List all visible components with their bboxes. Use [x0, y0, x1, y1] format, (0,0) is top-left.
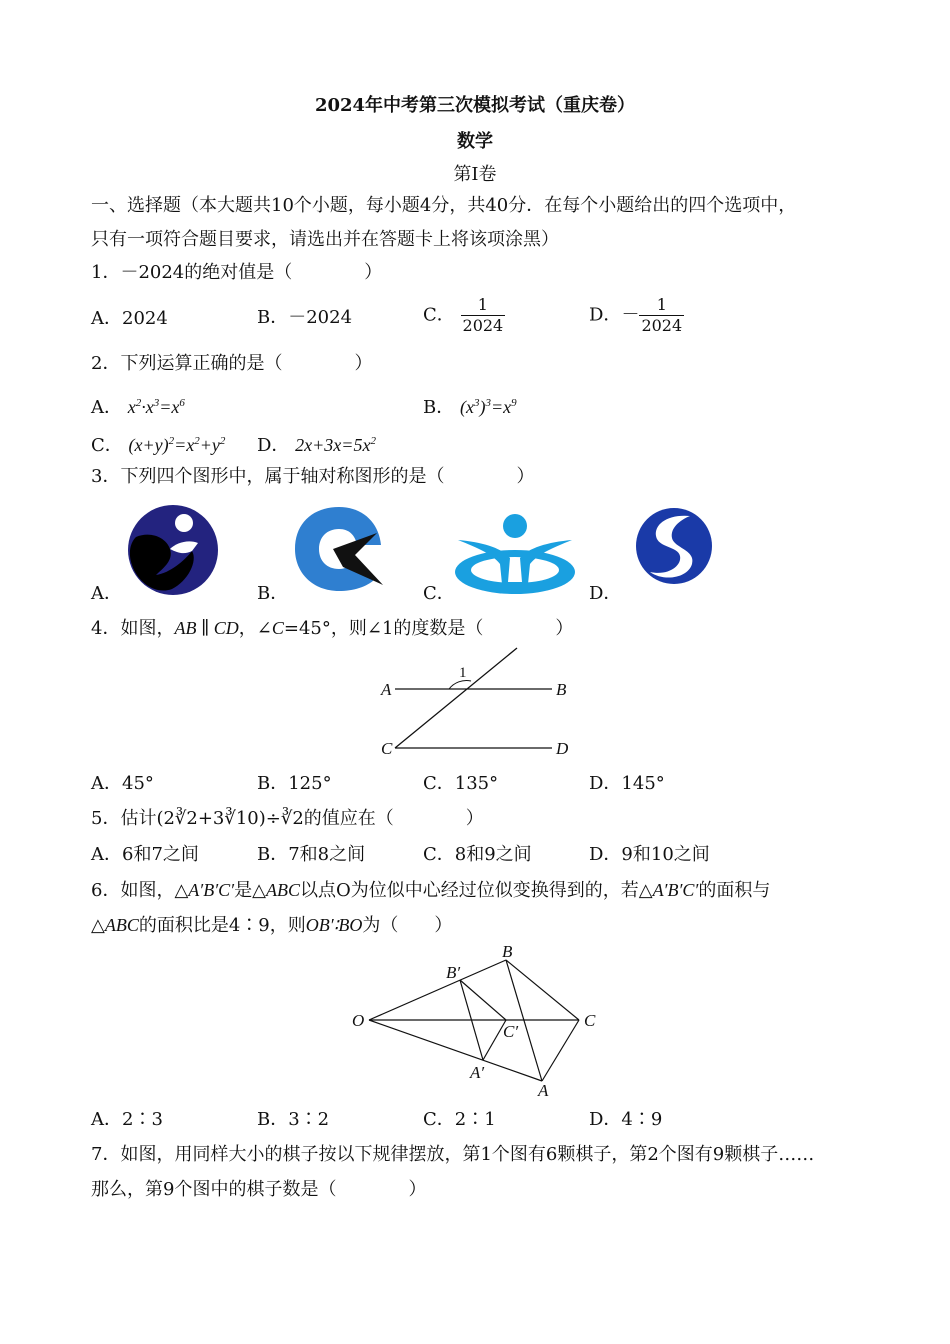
q6-option-a[interactable]: A．2∶3 — [91, 1109, 163, 1130]
logo-a-head — [175, 514, 193, 532]
label-a: A — [381, 680, 392, 699]
q1-option-c-label: C． — [423, 304, 455, 326]
q2-option-d[interactable] — [257, 429, 376, 458]
label-o: O — [352, 1011, 365, 1030]
q1-option-d[interactable] — [589, 295, 684, 336]
logo-c-head — [503, 514, 527, 538]
transversal — [395, 648, 517, 748]
q3-logo-b[interactable] — [293, 503, 385, 591]
q1-option-c[interactable] — [423, 295, 505, 336]
q3-logo-c[interactable] — [452, 512, 578, 596]
line-b1c1 — [460, 980, 506, 1020]
q3-logo-d[interactable] — [634, 506, 714, 586]
q5-stem: 5．估计(2∛2+3∛10)÷∛2的值应在（ ） — [91, 808, 484, 829]
q1-stem: 1．－2024的绝对值是（ ） — [91, 262, 383, 283]
q2-option-c[interactable] — [91, 429, 225, 458]
q6-stem-line1 — [91, 878, 770, 903]
q3-logo-a[interactable] — [126, 503, 220, 597]
label-c: C — [381, 739, 393, 758]
q2-option-c-label: C． — [91, 435, 123, 456]
q6-line1-mid2: 以点O为位似中心经过位似变换得到的，若△ — [299, 880, 653, 901]
label-angle-1: 1 — [459, 665, 467, 681]
q6-line1-mid: 是△ — [234, 880, 266, 901]
q5-option-a[interactable]: A．6和7之间 — [91, 844, 199, 865]
label-b: B — [556, 680, 567, 699]
q4-stem — [91, 616, 573, 641]
q6-line1-suffix: 的面积与 — [698, 880, 771, 901]
section-instructions-line1: 一、选择题（本大题共10个小题，每小题4分，共40分．在每个小题给出的四个选项中， — [91, 195, 797, 216]
volume-title: 第Ⅰ卷 — [453, 164, 497, 185]
q1-option-a[interactable]: A．2024 — [91, 308, 168, 329]
math-expression: $x^2\cdot x^3=x^6$ — [127, 397, 185, 417]
q1-option-b[interactable]: B．－2024 — [257, 307, 353, 328]
q2-option-d-label: D． — [257, 435, 290, 456]
q3-option-d-label[interactable]: D． — [589, 583, 622, 604]
q6-triangle-abc: ABC — [265, 880, 300, 900]
q4-stem-mid: ，∠ — [238, 618, 272, 639]
line-ca — [542, 1020, 579, 1081]
label-b: B — [502, 942, 513, 961]
q1-option-d-fraction — [639, 295, 684, 336]
q3-stem: 3．下列四个图形中，属于轴对称图形的是（ ） — [91, 466, 535, 487]
subject-title: 数学 — [457, 131, 493, 152]
q3-option-b-label[interactable]: B． — [257, 583, 289, 604]
q4-stem-prefix: 4．如图， — [91, 618, 175, 639]
q6-line2-suffix: 为（ ） — [362, 915, 453, 936]
line-bc — [506, 960, 579, 1020]
q6-stem-line2 — [91, 913, 452, 938]
fraction-numerator: 1 — [461, 295, 506, 316]
label-a-prime: A′ — [470, 1063, 485, 1082]
q7-stem-line1: 7．如图，用同样大小的棋子按以下规律摆放，第1个图有6颗棋子，第2个图有9颗棋子…… — [91, 1144, 815, 1165]
q3-option-c-label[interactable]: C． — [423, 583, 455, 604]
q2-stem: 2．下列运算正确的是（ ） — [91, 353, 373, 374]
q4-figure — [375, 645, 575, 760]
q2-option-a[interactable] — [91, 391, 185, 420]
label-c: C — [584, 1011, 596, 1030]
math-expression: $2x+3x=5x^2$ — [295, 435, 376, 455]
q4-option-a[interactable]: A．45° — [91, 773, 154, 794]
q6-option-c[interactable]: C．2∶1 — [423, 1109, 496, 1130]
fraction-denominator: 2024 — [462, 316, 504, 335]
label-b-prime: B′ — [446, 963, 461, 982]
q6-line2-mid: 的面积比是4∶9，则 — [138, 915, 306, 936]
q4-option-c[interactable]: C．135° — [423, 773, 499, 794]
q6-option-b[interactable]: B．3∶2 — [257, 1109, 330, 1130]
q2-option-a-label: A． — [91, 397, 122, 418]
q1-option-c-fraction — [461, 295, 506, 336]
q2-option-b[interactable] — [423, 391, 517, 420]
q2-option-b-label: B． — [423, 397, 455, 418]
math-expression: $(x+y)^2=x^2+y^2$ — [128, 435, 226, 455]
label-a: A — [538, 1081, 549, 1100]
q3-option-a-label[interactable]: A． — [91, 583, 122, 604]
q6-line1-prefix: 6．如图，△ — [91, 880, 189, 901]
fraction-denominator: 2024 — [641, 316, 683, 335]
q6-figure — [348, 940, 608, 1100]
q4-parallel-expression: AB ∥ CD — [174, 618, 239, 638]
q6-line2-prefix: △ — [91, 915, 105, 936]
q4-option-b[interactable]: B．125° — [257, 773, 332, 794]
q6-ratio-expression: OB′∶BO — [305, 915, 363, 935]
q6-triangle-prime-2: A′B′C′ — [652, 880, 699, 900]
minus-sign: － — [621, 304, 640, 326]
q5-option-d[interactable]: D．9和10之间 — [589, 844, 710, 865]
q1-option-d-label: D． — [589, 304, 622, 326]
label-d: D — [556, 739, 569, 758]
q6-triangle-abc-2: ABC — [104, 915, 139, 935]
q4-stem-suffix: =45°，则∠1的度数是（ ） — [283, 618, 574, 639]
q5-option-c[interactable]: C．8和9之间 — [423, 844, 532, 865]
exam-title: 2024年中考第三次模拟考试（重庆卷） — [314, 95, 636, 116]
q4-option-d[interactable]: D．145° — [589, 773, 665, 794]
q5-option-b[interactable]: B．7和8之间 — [257, 844, 366, 865]
q7-stem-line2: 那么，第9个图中的棋子数是（ ） — [91, 1179, 427, 1200]
q4-angle-c: C — [271, 618, 284, 638]
q6-option-d[interactable]: D．4∶9 — [589, 1109, 663, 1130]
logo-c-ring-hole — [471, 557, 559, 583]
fraction-numerator: 1 — [639, 295, 684, 316]
math-expression: $(x^3)^3=x^9$ — [459, 397, 517, 417]
section-instructions-line2: 只有一项符合题目要求，请选出并在答题卡上将该项涂黑） — [91, 229, 559, 250]
line-ob — [369, 960, 506, 1020]
q6-triangle-prime: A′B′C′ — [188, 880, 235, 900]
label-c-prime: C′ — [503, 1022, 519, 1041]
